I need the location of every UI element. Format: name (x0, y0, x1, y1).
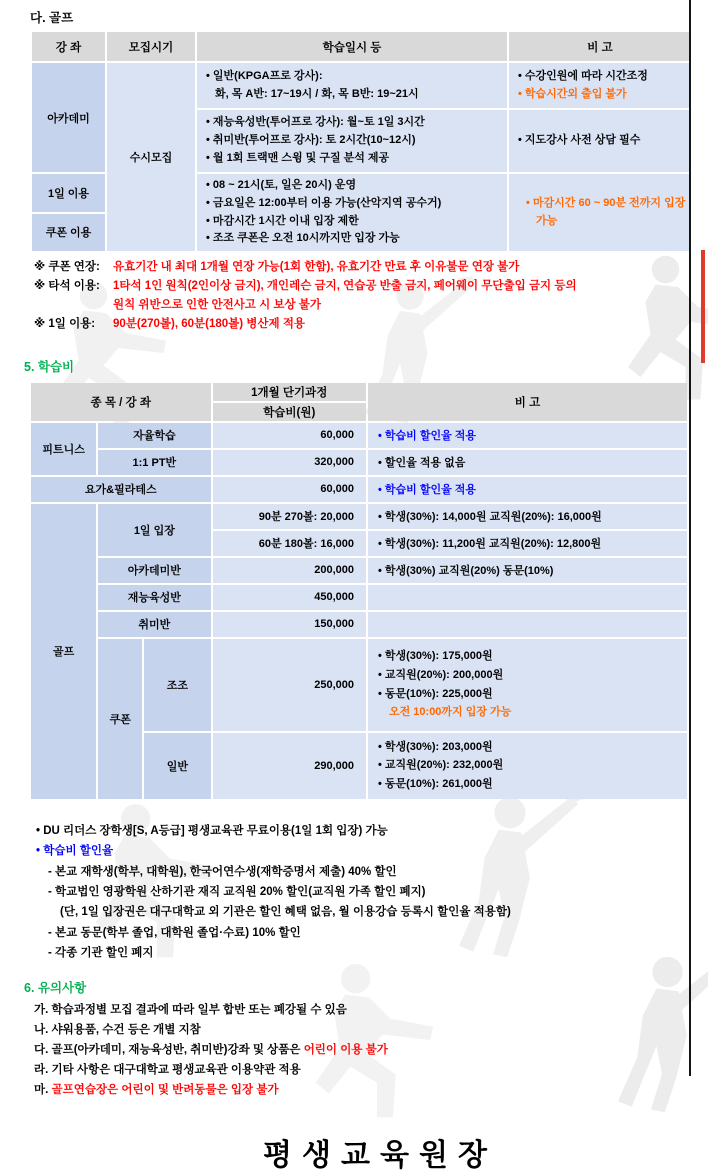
discount-item: - 본교 동문(학부 졸업, 대학원 졸업·수료) 10% 할인 (48, 926, 301, 939)
schedule-line: • 마감시간 1시간 이내 입장 제한 (206, 214, 359, 227)
notice-text-red: 골프연습장은 어린이 및 반려동물은 입장 불가 (51, 1083, 279, 1096)
footnote-label (34, 296, 113, 315)
cell-academy-general-remarks (509, 63, 691, 108)
fee-row-note: • 학생(30%): 14,000원 교직원(20%): 16,000원 (368, 504, 687, 529)
header-schedule: 학습일시 등 (197, 32, 507, 61)
fee-row-price: 60,000 (213, 423, 366, 448)
fee-row-note: • 학습비 할인율 적용 (368, 423, 687, 448)
fees-heading: 5. 학습비 (24, 359, 75, 374)
fee-row-price: 60,000 (213, 477, 366, 502)
fee-row-name: 아카데미반 (98, 558, 210, 583)
notice-item (34, 1080, 708, 1100)
discount-item-sub: (단, 1일 입장권은 대구대학교 외 기관은 할인 혜택 없음, 월 이용강습 등록시 할인율 적용함) (60, 906, 511, 919)
footnote-label: ※ 타석 이용: (34, 280, 100, 293)
footnote-label: ※ 1일 이용: (34, 318, 96, 331)
fee-row-name: 자율학습 (98, 423, 210, 448)
fee-row-note (368, 612, 687, 637)
fee-coupon-general-notes (368, 733, 687, 799)
schedule-line: • 조조 쿠폰은 오전 10시까지만 입장 가능 (206, 232, 400, 245)
remark-line-orange: • 마감시간 60 ~ 90분 전까지 입장 가능 (526, 196, 689, 227)
page-border-line (689, 0, 691, 1076)
header-recruit-period: 모집시기 (107, 32, 195, 61)
fee-day-entry-label: 1일 입장 (98, 504, 210, 556)
fee-coupon-label: 쿠폰 (98, 639, 142, 799)
footnote-coupon-extend (34, 258, 708, 277)
footnote-tee-use-cont (34, 296, 708, 315)
fee-row-note: • 학습비 할인율 적용 (368, 477, 687, 502)
fee-note-line: • 교직원(20%): 232,000원 (377, 759, 504, 772)
schedule-line: 화, 목 A반: 17~19시 / 화, 목 B반: 19~21시 (215, 87, 419, 100)
notice-item (34, 1000, 708, 1020)
fee-row-note: • 할인율 적용 없음 (368, 450, 687, 475)
discount-item: - 본교 재학생(학부, 대학원), 한국어연수생(재학증명서 제출) 40% 할인 (48, 865, 397, 878)
signature: 평생교육원장 (263, 1138, 497, 1172)
fee-row-name: 취미반 (98, 612, 210, 637)
footnote-label: ※ 쿠폰 연장: (34, 261, 100, 274)
notice-text: 라. 기타 사항은 대구대학교 평생교육관 이용약관 적용 (34, 1063, 301, 1076)
fee-row-name: 재능육성반 (98, 585, 210, 610)
schedule-line: • 월 1회 트랙맨 스윙 및 구질 분석 제공 (206, 151, 390, 164)
notice-list (34, 1000, 708, 1100)
fee-golf-label: 골프 (31, 504, 96, 799)
remark-line: • 수강인원에 따라 시간조정 (518, 69, 648, 82)
fee-header-price-line1: 1개월 단기과정 (213, 383, 366, 401)
fee-table (29, 381, 689, 801)
cell-coupon-use-label: 쿠폰 이용 (32, 214, 105, 252)
notice-heading: 6. 유의사항 (24, 980, 87, 995)
footnote-text: 원칙 위반으로 인한 안전사고 시 보상 불가 (113, 299, 322, 312)
remark-line: • 지도강사 사전 상담 필수 (518, 134, 641, 147)
schedule-line: • 금요일은 12:00부터 이용 가능(산악지역 공수거) (206, 196, 442, 209)
fee-row-name: 일반 (144, 733, 210, 799)
notice-text-red: 어린이 이용 불가 (303, 1043, 388, 1056)
fee-row-name: 1:1 PT반 (98, 450, 210, 475)
fee-row-note: • 학생(30%): 11,200원 교직원(20%): 12,800원 (368, 531, 687, 556)
header-remarks: 비 고 (509, 32, 691, 61)
footnote-tee-use (34, 277, 708, 296)
cell-use-remarks (509, 174, 691, 251)
fee-note-line: • 교직원(20%): 200,000원 (377, 668, 504, 681)
golf-section-title: 다. 골프 (30, 11, 74, 25)
fee-header-course: 종 목 / 강 좌 (31, 383, 211, 421)
notice-text: 마. (34, 1083, 52, 1096)
fee-fitness-label: 피트니스 (31, 423, 96, 475)
notice-text: 다. 골프(아카데미, 재능육성반, 취미반)강좌 및 상품은 (34, 1043, 304, 1056)
fee-row-price: 320,000 (213, 450, 366, 475)
notice-item (34, 1060, 708, 1080)
fee-note-line: • 학생(30%): 203,000원 (377, 740, 493, 753)
cell-academy-classes-remarks (509, 110, 691, 172)
footnote-text: 유효기간 내 최대 1개월 연장 가능(1회 한함), 유효기간 만료 후 이유불문 연장 불가 (113, 261, 520, 274)
fee-note-line-orange: 오전 10:00까지 입장 가능 (388, 706, 512, 719)
schedule-line: • 취미반(투어프로 강사): 토 2시간(10~12시) (206, 134, 416, 147)
golf-schedule-table (30, 30, 693, 253)
fee-row-price: 250,000 (213, 639, 366, 731)
fee-header-remarks: 비 고 (368, 383, 687, 421)
signature-wrap (0, 1130, 708, 1174)
cell-academy-label: 아카데미 (32, 63, 105, 172)
schedule-line: • 재능육성반(투어프로 강사): 월~토 1일 3시간 (206, 116, 425, 129)
cell-day-use-label: 1일 이용 (32, 174, 105, 212)
cell-academy-classes-schedule (197, 110, 507, 172)
notice-item (34, 1020, 708, 1040)
fee-note-line: • 동문(10%): 225,000원 (377, 687, 493, 700)
fee-row-price: 290,000 (213, 733, 366, 799)
red-edge-line (701, 250, 705, 363)
discount-item: - 각종 기관 할인 폐지 (48, 947, 154, 960)
fee-row-price: 90분 270볼: 20,000 (213, 504, 366, 529)
remark-line-orange: • 학습시간외 출입 불가 (518, 87, 627, 100)
golf-footnotes (34, 258, 708, 334)
footnote-text: 1타석 1인 원칙(2인이상 금지), 개인레슨 금지, 연습공 반출 금지, 페어웨이 무단출입 금지 등의 (113, 280, 577, 293)
footnote-text: 90분(270볼), 60분(180볼) 병산제 적용 (113, 318, 306, 331)
fee-row-price: 150,000 (213, 612, 366, 637)
notice-item (34, 1040, 708, 1060)
fee-header-price-line2: 학습비(원) (213, 403, 366, 421)
cell-recruit-anytime: 수시모집 (107, 63, 195, 251)
fee-row-note (368, 585, 687, 610)
schedule-line: • 일반(KPGA프로 강사): (206, 69, 323, 82)
header-course: 강 좌 (32, 32, 105, 61)
notice-text: 가. 학습과정별 모집 결과에 따라 일부 합반 또는 폐강될 수 있음 (34, 1003, 347, 1016)
fee-row-name: 조조 (144, 639, 210, 731)
fee-note-line: • 동문(10%): 261,000원 (377, 777, 493, 790)
fee-note-line: • 학생(30%): 175,000원 (377, 650, 493, 663)
fee-row-note: • 학생(30%) 교직원(20%) 동문(10%) (368, 558, 687, 583)
schedule-line: • 08 ~ 21시(토, 일은 20시) 운영 (206, 179, 357, 191)
notice-text: 나. 샤워용품, 수건 등은 개별 지참 (34, 1023, 201, 1036)
fee-row-price: 450,000 (213, 585, 366, 610)
du-leaders-note: • DU 리더스 장학생[S, A등급] 평생교육관 무료이용(1일 1회 입장) 가능 (36, 824, 388, 837)
discount-item: - 학교법인 영광학원 산하기관 재직 교직원 20% 할인(교직원 가족 할인 폐지) (48, 885, 426, 898)
fee-yoga-label: 요가&필라테스 (31, 477, 211, 502)
discount-notes (36, 821, 708, 964)
footnote-day-use (34, 315, 708, 334)
fee-coupon-dawn-notes (368, 639, 687, 731)
cell-use-schedule (197, 174, 507, 251)
fee-row-price: 60분 180볼: 16,000 (213, 531, 366, 556)
discount-rate-title: • 학습비 할인율 (36, 845, 114, 858)
fee-row-price: 200,000 (213, 558, 366, 583)
cell-academy-general-schedule (197, 63, 507, 108)
